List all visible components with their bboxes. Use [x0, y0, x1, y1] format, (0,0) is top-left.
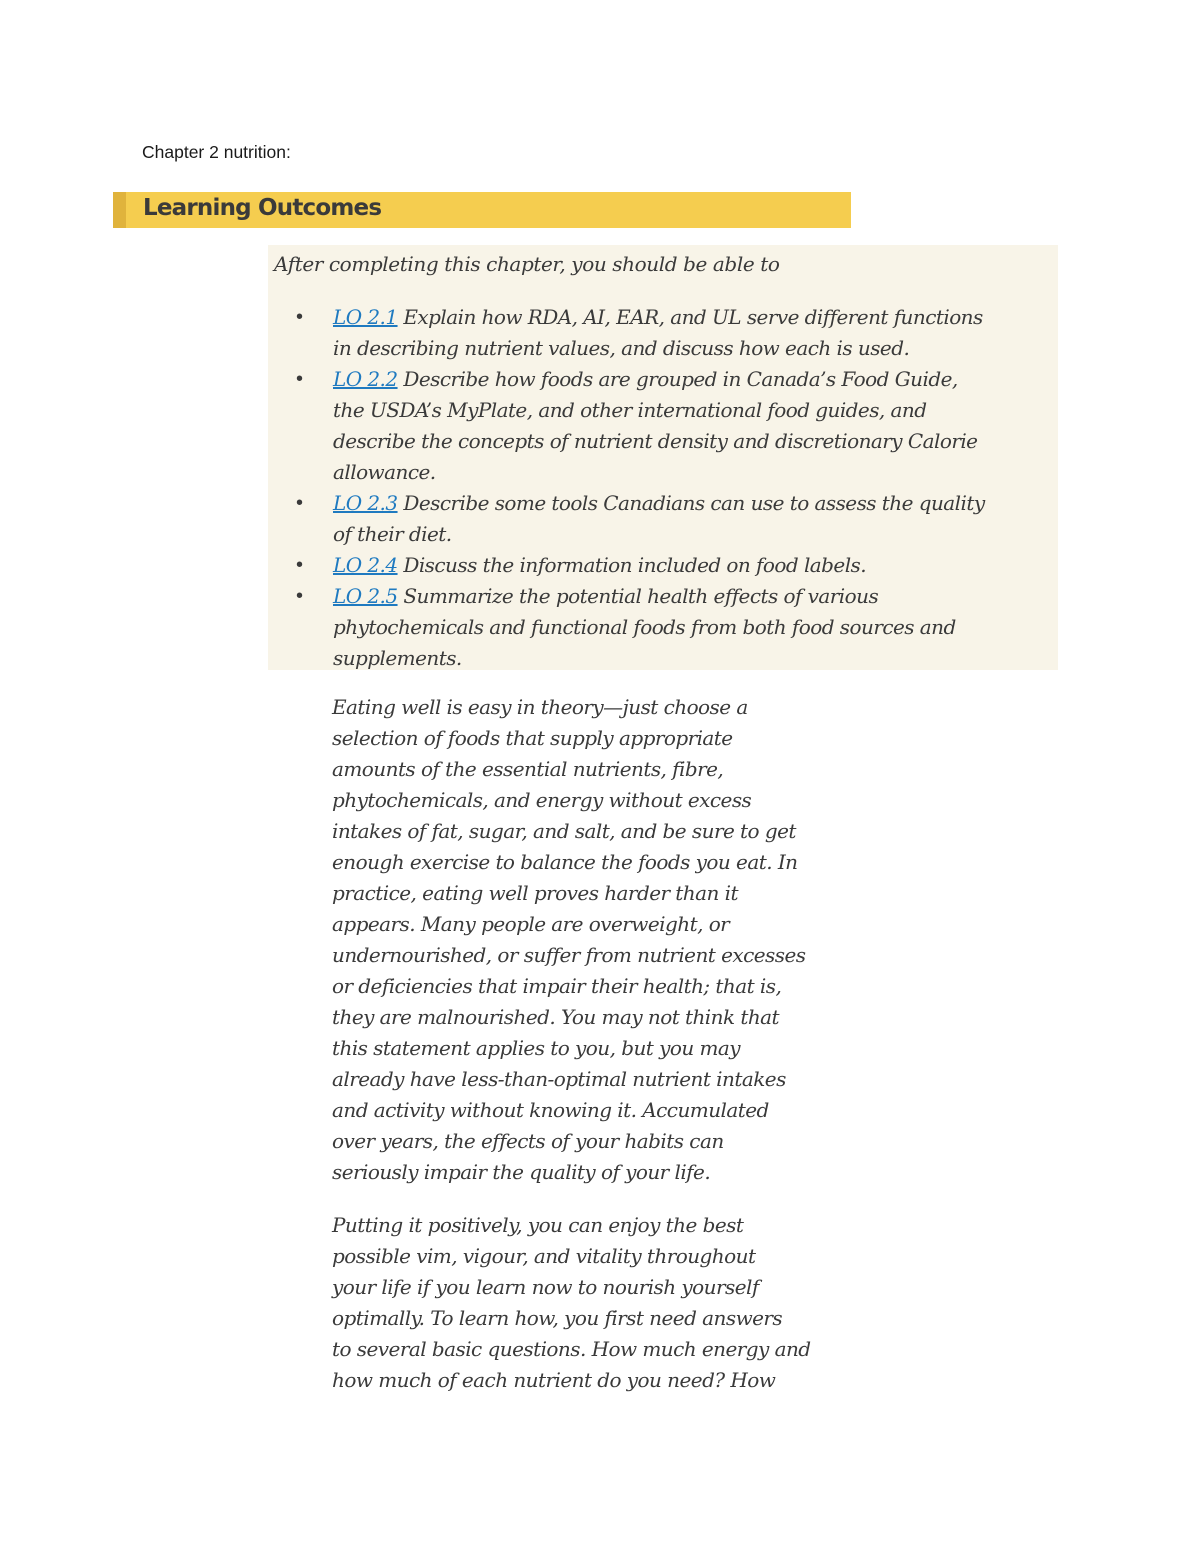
- learning-outcome-line: supplements.: [333, 646, 462, 670]
- paragraph-line: and activity without knowing it. Accumulated: [332, 1098, 769, 1122]
- learning-outcome-line: [333, 488, 1056, 519]
- learning-outcome-item: [296, 488, 1056, 550]
- learning-outcomes-list: [296, 302, 1056, 674]
- learning-outcomes-banner: [113, 192, 851, 228]
- paragraph-line: appears. Many people are overweight, or: [332, 912, 730, 936]
- paragraph-line: your life if you learn now to nourish yourself: [332, 1275, 759, 1299]
- bullet-icon: •: [296, 368, 303, 390]
- paragraph-line: Putting it positively, you can enjoy the best: [332, 1213, 744, 1237]
- learning-outcome-line: [333, 581, 1056, 612]
- paragraph-line: already have less-than-optimal nutrient intakes: [332, 1067, 786, 1091]
- lo-link[interactable]: LO 2.2: [333, 367, 398, 391]
- paragraph-line: over years, the effects of your habits can: [332, 1129, 724, 1153]
- bullet-icon: •: [296, 585, 303, 607]
- paragraph-line: intakes of fat, sugar, and salt, and be sure to get: [332, 819, 796, 843]
- paragraph-line: undernourished, or suffer from nutrient excesses: [332, 943, 806, 967]
- lo-link[interactable]: LO 2.3: [333, 491, 398, 515]
- learning-outcome-line: allowance.: [333, 460, 436, 484]
- paragraph-line: Eating well is easy in theory—just choose a: [332, 695, 748, 719]
- learning-outcomes-title: Learning Outcomes: [143, 195, 382, 221]
- paragraph-line: to several basic questions. How much energy and: [332, 1337, 811, 1361]
- body-paragraph: [332, 1210, 877, 1396]
- learning-outcome-line: phytochemicals and functional foods from both food sources and: [333, 615, 956, 639]
- paragraph-line: selection of foods that supply appropriate: [332, 726, 733, 750]
- chapter-heading: Chapter 2 nutrition:: [142, 142, 291, 162]
- paragraph-line: this statement applies to you, but you may: [332, 1036, 741, 1060]
- learning-outcome-line: [333, 302, 1056, 333]
- learning-outcome-line: [333, 364, 1056, 395]
- bullet-icon: •: [296, 492, 303, 514]
- learning-outcome-item: [296, 302, 1056, 364]
- learning-outcome-text: Discuss the information included on food labels.: [397, 553, 867, 577]
- paragraph-line: or deficiencies that impair their health; that is,: [332, 974, 782, 998]
- paragraph-line: they are malnourished. You may not think that: [332, 1005, 780, 1029]
- learning-outcome-text: Explain how RDA, AI, EAR, and UL serve different functions: [397, 305, 983, 329]
- bullet-icon: •: [296, 554, 303, 576]
- paragraph-line: amounts of the essential nutrients, fibre,: [332, 757, 724, 781]
- learning-outcome-line: in describing nutrient values, and discuss how each is used.: [333, 336, 910, 360]
- learning-outcome-item: [296, 364, 1056, 488]
- learning-outcome-line: the USDA’s MyPlate, and other international food guides, and: [333, 398, 927, 422]
- paragraph-line: possible vim, vigour, and vitality throughout: [332, 1244, 756, 1268]
- lo-link[interactable]: LO 2.1: [333, 305, 398, 329]
- learning-outcome-text: Describe some tools Canadians can use to assess the quality: [397, 491, 985, 515]
- lo-link[interactable]: LO 2.5: [333, 584, 398, 608]
- learning-outcome-text: Describe how foods are grouped in Canada’s Food Guide,: [397, 367, 958, 391]
- learning-outcomes-intro: After completing this chapter, you should be able to: [274, 252, 780, 276]
- learning-outcome-item: [296, 581, 1056, 674]
- learning-outcome-line: of their diet.: [333, 522, 452, 546]
- body-paragraph: [332, 692, 877, 1188]
- paragraph-line: how much of each nutrient do you need? How: [332, 1368, 776, 1392]
- paragraph-line: optimally. To learn how, you first need answers: [332, 1306, 783, 1330]
- lo-link[interactable]: LO 2.4: [333, 553, 398, 577]
- paragraph-line: phytochemicals, and energy without excess: [332, 788, 752, 812]
- learning-outcomes-box: [268, 245, 1058, 670]
- learning-outcome-line: describe the concepts of nutrient density and discretionary Calorie: [333, 429, 978, 453]
- paragraph-line: enough exercise to balance the foods you eat. In: [332, 850, 798, 874]
- learning-outcome-item: [296, 550, 1056, 581]
- banner-accent-bar: [113, 192, 126, 228]
- learning-outcome-text: Summarize the potential health effects of various: [397, 584, 879, 608]
- bullet-icon: •: [296, 306, 303, 328]
- paragraph-line: practice, eating well proves harder than it: [332, 881, 738, 905]
- learning-outcome-line: [333, 550, 1056, 581]
- paragraph-line: seriously impair the quality of your life.: [332, 1160, 711, 1184]
